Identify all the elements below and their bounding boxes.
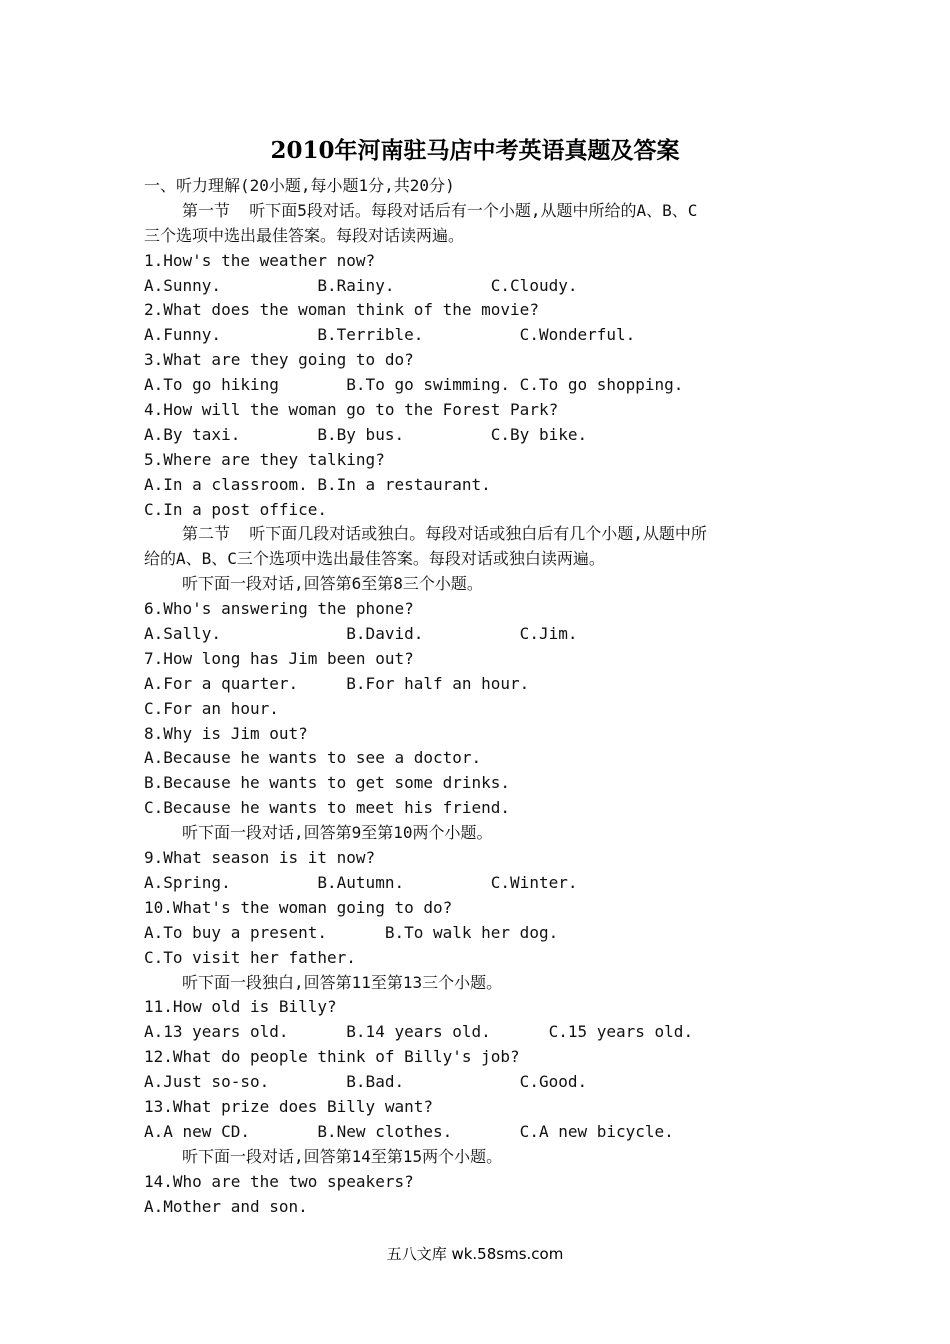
- text-line: C.In a post office.: [144, 499, 328, 519]
- text-line: 3.What are they going to do?: [144, 350, 414, 370]
- text-line: 三个选项中选出最佳答案。每段对话读两遍。: [144, 225, 465, 245]
- text-line: 一、听力理解(20小题,每小题1分,共20分): [144, 176, 455, 195]
- text-line: B.Because he wants to get some drinks.: [144, 773, 511, 793]
- text-line: A.Funny. B.Terrible. C.Wonderful.: [144, 325, 636, 345]
- text-line: A.Sally. B.David. C.Jim.: [144, 624, 578, 644]
- text-line: A.To go hiking B.To go swimming. C.To go shopping.: [144, 375, 684, 395]
- text-line: A.Sunny. B.Rainy. C.Cloudy.: [144, 275, 578, 295]
- text-line: A.By taxi. B.By bus. C.By bike.: [144, 424, 588, 444]
- page-title: 2010年河南驻马店中考英语真题及答案: [270, 137, 680, 164]
- text-line: 14.Who are the two speakers?: [144, 1171, 414, 1191]
- text-line: 12.What do people think of Billy's job?: [144, 1047, 520, 1067]
- text-line: A.A new CD. B.New clothes. C.A new bicycle.: [144, 1121, 674, 1141]
- text-line: 7.How long has Jim been out?: [144, 648, 414, 668]
- text-line: A.Because he wants to see a doctor.: [144, 748, 482, 768]
- text-line: 听下面一段对话,回答第14至第15两个小题。: [182, 1146, 503, 1166]
- text-line: A.For a quarter. B.For half an hour.: [144, 673, 530, 693]
- text-line: 给的A、B、C三个选项中选出最佳答案。每段对话或独白读两遍。: [144, 549, 605, 569]
- text-line: 13.What prize does Billy want?: [144, 1096, 433, 1116]
- exam-content: [144, 174, 814, 1219]
- text-line: 5.Where are they talking?: [144, 449, 385, 469]
- text-line: 11.How old is Billy?: [144, 997, 337, 1017]
- text-line: 第一节 听下面5段对话。每段对话后有一个小题,从题中所给的A、B、C: [182, 200, 698, 220]
- text-line: 1.How's the weather now?: [144, 250, 376, 270]
- text-line: C.For an hour.: [144, 698, 279, 718]
- text-line: 10.What's the woman going to do?: [144, 897, 453, 917]
- text-line: 听下面一段对话,回答第6至第8三个小题。: [182, 574, 483, 594]
- text-line: 听下面一段对话,回答第9至第10两个小题。: [182, 823, 493, 843]
- text-line: 9.What season is it now?: [144, 848, 376, 868]
- text-line: A.Just so-so. B.Bad. C.Good.: [144, 1072, 588, 1092]
- text-line: 2.What does the woman think of the movie?: [144, 300, 539, 320]
- text-line: 听下面一段独白,回答第11至第13三个小题。: [182, 972, 503, 992]
- text-line: 4.How will the woman go to the Forest Park?: [144, 400, 559, 420]
- text-line: A.Mother and son.: [144, 1196, 308, 1216]
- text-line: 第二节 听下面几段对话或独白。每段对话或独白后有几个小题,从题中所: [182, 524, 707, 544]
- text-line: 6.Who's answering the phone?: [144, 599, 414, 619]
- text-line: C.To visit her father.: [144, 947, 356, 967]
- text-line: 8.Why is Jim out?: [144, 723, 308, 743]
- text-line: A.In a classroom. B.In a restaurant.: [144, 474, 491, 494]
- footer-watermark: 五八文库 wk.58sms.com: [386, 1245, 564, 1263]
- text-line: A.13 years old. B.14 years old. C.15 years old.: [144, 1022, 694, 1042]
- text-line: A.To buy a present. B.To walk her dog.: [144, 922, 559, 942]
- text-line: C.Because he wants to meet his friend.: [144, 798, 511, 818]
- text-line: A.Spring. B.Autumn. C.Winter.: [144, 872, 578, 892]
